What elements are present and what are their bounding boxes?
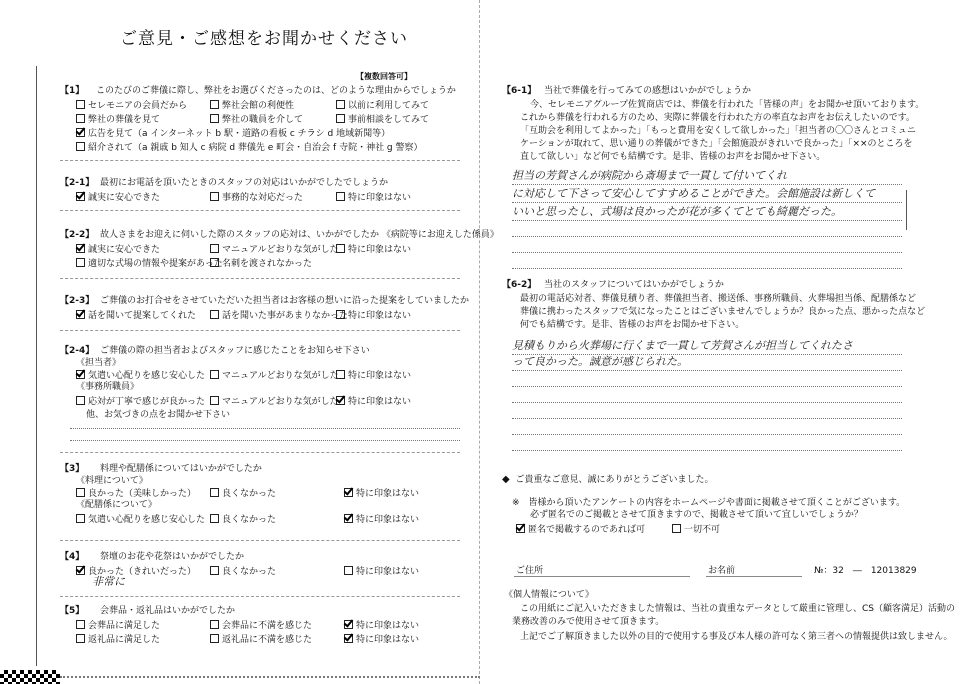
q3-number: 【3】 [60, 464, 85, 474]
q24-sub-staff: 《担当者》 [76, 358, 122, 368]
q62-handwritten-1: って良かった。誠意が感じられた。 [512, 355, 688, 368]
q3-row1-option-1[interactable]: 良くなかった [210, 488, 276, 499]
publish-notice-1: ※ 皆様から頂いたアンケートの内容をホームページや書面に掲載させて頂くことがございます。 [512, 498, 906, 508]
q5-row1-option-0[interactable]: 会葬品に満足した [76, 620, 160, 631]
q4-option-1[interactable]: 良くなかった [210, 566, 276, 577]
q61-intro-4: 直して欲しい」など何でも結構です。是非、皆様のお声をお聞かせ下さい。 [520, 152, 826, 162]
checkbox[interactable] [76, 514, 85, 523]
checkbox-checked[interactable] [344, 634, 353, 643]
q4-option-0[interactable]: 良かった（きれいだった） [76, 566, 196, 577]
write-line[interactable] [512, 252, 902, 253]
checkbox-checked[interactable] [76, 128, 85, 137]
q61-handwritten-1: に対応して下さって安心してすすめることができた。会館施設は新しくて [512, 187, 876, 200]
q22-option-2[interactable]: 特に印象はない [336, 244, 411, 255]
checkbox[interactable] [76, 142, 85, 151]
q21-option-0[interactable]: 誠実に安心できた [76, 192, 160, 203]
privacy-heading: 《個人情報について》 [504, 590, 594, 600]
q24-row2-option-0[interactable]: 応対が丁寧で感じが良かった [76, 396, 205, 407]
divider [60, 160, 460, 161]
q3-row2-option-0[interactable]: 気遣い心配りを感じ安心した [76, 514, 205, 525]
q21-question: 最初にお電話を頂いたときのスタッフの対応はいかがでしたでしょうか [100, 178, 389, 188]
q61-intro-0: 今、セレモニアグループ佐賀商店では、葬儀を行われた「皆様の声」をお聞かせ頂いております。 [530, 100, 925, 110]
write-line[interactable] [70, 428, 460, 429]
write-line[interactable] [512, 202, 902, 203]
checkbox-checked[interactable] [76, 192, 85, 201]
q1-option-0[interactable]: セレモニアの会員だから [76, 100, 187, 111]
checkbox[interactable] [210, 192, 219, 201]
q23-option-2[interactable]: 特に印象はない [336, 310, 411, 321]
q61-question: 当社で葬儀を行ってみての感想はいかがでしょうか [544, 86, 752, 96]
q22-option-3[interactable]: 適切な式場の情報や提案があった [76, 258, 223, 269]
q24-row1-option-2[interactable]: 特に印象はない [336, 370, 411, 381]
q5-row2-option-1[interactable]: 返礼品に不満を感じた [210, 634, 312, 645]
q1-option-3[interactable]: 弊社の葬儀を見て [76, 114, 160, 125]
q5-number: 【5】 [60, 606, 85, 616]
q1-number: 【1】 [60, 86, 85, 96]
q1-option-1[interactable]: 弊社会館の利便性 [210, 100, 294, 111]
q4-number: 【4】 [60, 552, 85, 562]
write-line[interactable] [512, 434, 902, 435]
write-line[interactable] [512, 402, 902, 403]
q1-option-7[interactable]: 紹介されて（a 親戚 b 知人 c 病院 d 葬儀先 e 町会・自治会 f 寺院・神社 g 警察） [76, 142, 423, 153]
center-fold-line [479, 0, 480, 684]
checkbox[interactable] [210, 620, 219, 629]
checkbox-checked[interactable] [76, 370, 85, 379]
publish-option-no[interactable]: 一切不可 [672, 524, 720, 535]
checkbox-checked[interactable] [76, 310, 85, 319]
multi-answer-note: 【複数回答可】 [356, 72, 412, 81]
checkbox[interactable] [336, 192, 345, 201]
q4-handwritten-note: 非常に [92, 575, 125, 588]
checkbox[interactable] [210, 100, 219, 109]
checkbox[interactable] [210, 244, 219, 253]
q24-row1-option-1[interactable]: マニュアルどおりな気がした [210, 370, 339, 381]
checkbox[interactable] [672, 524, 681, 533]
checkbox[interactable] [76, 258, 85, 267]
q62-number: 【6-2】 [502, 280, 537, 290]
scan-checker-mark [0, 670, 60, 684]
checkbox[interactable] [76, 620, 85, 629]
divider [60, 210, 460, 211]
publish-notice-2: 必ず匿名でのご掲載とさせて頂きますので、掲載させて頂いて宜しいでしょうか？ [530, 510, 863, 520]
q3-row1-option-0[interactable]: 良かった（美味しかった） [76, 488, 196, 499]
write-line[interactable] [512, 386, 902, 387]
q61-intro-3: ケーションが取れて、思い通りの葬儀ができた」「会館施設がきれいで良かった」「××のところを [520, 139, 913, 149]
q22-option-1[interactable]: マニュアルどおりな気がした [210, 244, 339, 255]
divider [60, 278, 460, 279]
checkbox[interactable] [210, 114, 219, 123]
right-border [906, 190, 907, 230]
q62-intro-0: 最初の電話応対者、葬儀見積り者、葬儀担当者、搬送係、事務所職員、火葬場担当係、配膳係など [520, 294, 917, 304]
privacy-line-2: 上記でご了解頂きました以外の目的で使用する事及び本人様の許可なく第三者への情報提供は致しません。 [520, 632, 953, 642]
q61-handwritten-2: いいと思ったし、式場は良かったが花が多くてとても綺麗だった。 [512, 205, 842, 218]
divider [60, 452, 460, 453]
q24-row2-option-1[interactable]: マニュアルどおりな気がした [210, 396, 339, 407]
q4-option-2[interactable]: 特に印象はない [344, 566, 419, 577]
checkbox[interactable] [344, 566, 353, 575]
privacy-line-0: この用紙にご記入いただきました情報は、当社の貴重なデータとして厳重に管理し、CS（顧客満足）活動の [520, 604, 955, 614]
divider [60, 596, 460, 597]
q5-row1-option-2[interactable]: 特に印象はない [344, 620, 419, 631]
q23-option-0[interactable]: 話を聞いて提案してくれた [76, 310, 196, 321]
q24-sub-office: 《事務所職員》 [76, 382, 140, 392]
q3-row2-option-2[interactable]: 特に印象はない [344, 514, 419, 525]
checkbox-checked[interactable] [344, 620, 353, 629]
checkbox[interactable] [210, 634, 219, 643]
q62-handwritten-0: 見積もりから火葬場に行くまで一貫して芳賀さんが担当してくれたさ [512, 339, 853, 352]
q61-intro-1: これから葬儀を行われる方のため、実際に葬儀を行われた方の率直なお声をお伝えしたいのです。 [520, 113, 915, 123]
checkbox[interactable] [210, 488, 219, 497]
q62-question: 当社のスタッフについてはいかがでしょうか [544, 280, 724, 290]
checkbox[interactable] [210, 396, 219, 405]
write-line[interactable] [512, 450, 902, 451]
checkbox-checked[interactable] [344, 514, 353, 523]
q62-intro-1: 葬儀に携わったスタッフで気になったことはございませんでしょうか？良かった点、悪かった点など [520, 307, 926, 317]
q22-option-4[interactable]: 名刺を渡されなかった [210, 258, 312, 269]
q23-question: ご葬儀のお打合せをさせていただいた担当者はお客様の想いに沿った提案をしていましたか [100, 296, 470, 306]
q5-row2-option-0[interactable]: 返礼品に満足した [76, 634, 160, 645]
address-label: ご住所 [516, 566, 544, 576]
checkbox[interactable] [336, 100, 345, 109]
checkbox[interactable] [336, 370, 345, 379]
write-line[interactable] [512, 268, 902, 269]
write-line[interactable] [512, 220, 902, 221]
checkbox[interactable] [76, 114, 85, 123]
q3-sub-server: 《配膳係について》 [76, 500, 157, 510]
checkbox-checked[interactable] [516, 524, 525, 533]
checkbox[interactable] [210, 566, 219, 575]
checkbox[interactable] [210, 258, 219, 267]
page-title: ご意見・ご感想をお聞かせください [120, 29, 408, 49]
bottom-perforation [60, 676, 480, 678]
q24-number: 【2-4】 [60, 346, 95, 356]
q1-question: このたびのご葬儀に際し、弊社をお選びくださったのは、どのような理由からでしょうか [96, 86, 456, 96]
checkbox[interactable] [336, 244, 345, 253]
checkbox[interactable] [210, 310, 219, 319]
q62-intro-2: 何でも結構です。是非、皆様のお声をお聞かせ下さい。 [520, 320, 745, 330]
publish-option-yes[interactable]: 匿名で掲載するのであれば可 [516, 524, 645, 535]
write-line[interactable] [70, 440, 460, 441]
checkbox-checked[interactable] [344, 488, 353, 497]
q22-question: 故人さまをお迎えに伺いした際のスタッフの応対は、いかがでしたか 《病院等にお迎えした係員》 [100, 230, 499, 240]
q24-question: ご葬儀の際の担当者およびスタッフに感じたことをお知らせ下さい [100, 346, 370, 356]
q3-row2-option-1[interactable]: 良くなかった [210, 514, 276, 525]
q3-row1-option-2[interactable]: 特に印象はない [344, 488, 419, 499]
address-field[interactable] [514, 576, 690, 577]
privacy-line-1: 業務改善のみで使用させて頂きます。 [512, 617, 665, 627]
name-label: お名前 [708, 566, 736, 576]
q5-question: 会葬品・返礼品はいかがでしたか [100, 606, 236, 616]
checkbox[interactable] [76, 488, 85, 497]
q24-row1-option-0[interactable]: 気遣い心配りを感じ安心した [76, 370, 205, 381]
survey-number: №：32 ― 12013829 [814, 566, 917, 576]
q61-number: 【6-1】 [502, 86, 537, 96]
q22-number: 【2-2】 [60, 230, 95, 240]
q4-question: 祭壇のお花や花祭はいかがでしたか [100, 552, 245, 562]
checkbox[interactable] [336, 114, 345, 123]
name-field[interactable] [706, 576, 802, 577]
checkbox-checked[interactable] [76, 566, 85, 575]
checkbox[interactable] [76, 634, 85, 643]
q23-option-1[interactable]: 話を聞いた事があまりなかった [210, 310, 348, 321]
checkbox[interactable] [76, 100, 85, 109]
q1-option-2[interactable]: 以前に利用してみて [336, 100, 429, 111]
q1-option-5[interactable]: 事前相談をしてみて [336, 114, 429, 125]
q21-number: 【2-1】 [60, 178, 95, 188]
q3-question: 料理や配膳係についてはいかがでしたか [100, 464, 262, 474]
q3-sub-food: 《料理について》 [76, 476, 148, 486]
checkbox[interactable] [210, 370, 219, 379]
q23-number: 【2-3】 [60, 296, 95, 306]
q24-row2-option-2[interactable]: 特に印象はない [336, 396, 411, 407]
divider [60, 330, 460, 331]
thanks-message: ◆ ご貴重なご意見、誠にありがとうございました。 [502, 474, 714, 485]
write-line[interactable] [512, 236, 902, 237]
left-border [36, 66, 37, 666]
write-line[interactable] [512, 418, 902, 419]
q61-handwritten-0: 担当の芳賀さんが病院から斎場まで一貫して付いてくれ [512, 169, 787, 182]
checkbox[interactable] [210, 514, 219, 523]
write-line[interactable] [512, 370, 902, 371]
write-line[interactable] [512, 184, 902, 185]
q1-option-4[interactable]: 弊社の職員を介して [210, 114, 303, 125]
q5-row2-option-2[interactable]: 特に印象はない [344, 634, 419, 645]
q61-intro-2: 「互助会を利用してよかった」「もっと費用を安くして欲しかった」「担当者の〇〇さんとコミュニ [520, 126, 916, 136]
q21-option-1[interactable]: 事務的な対応だった [210, 192, 303, 203]
q5-row1-option-1[interactable]: 会葬品に不満を感じた [210, 620, 312, 631]
checkbox[interactable] [336, 310, 345, 319]
checkbox-checked[interactable] [76, 244, 85, 253]
q22-option-0[interactable]: 誠実に安心できた [76, 244, 160, 255]
q24-other-prompt: 他、お気づきの点をお聞かせ下さい [86, 410, 231, 420]
checkbox-checked[interactable] [336, 396, 345, 405]
checkbox[interactable] [76, 396, 85, 405]
q1-option-6[interactable]: 広告を見て（a インターネット b 駅・道路の看板 c チラシ d 地域新聞等） [76, 128, 390, 139]
write-line[interactable] [512, 354, 902, 355]
q21-option-2[interactable]: 特に印象はない [336, 192, 411, 203]
divider [60, 540, 460, 541]
